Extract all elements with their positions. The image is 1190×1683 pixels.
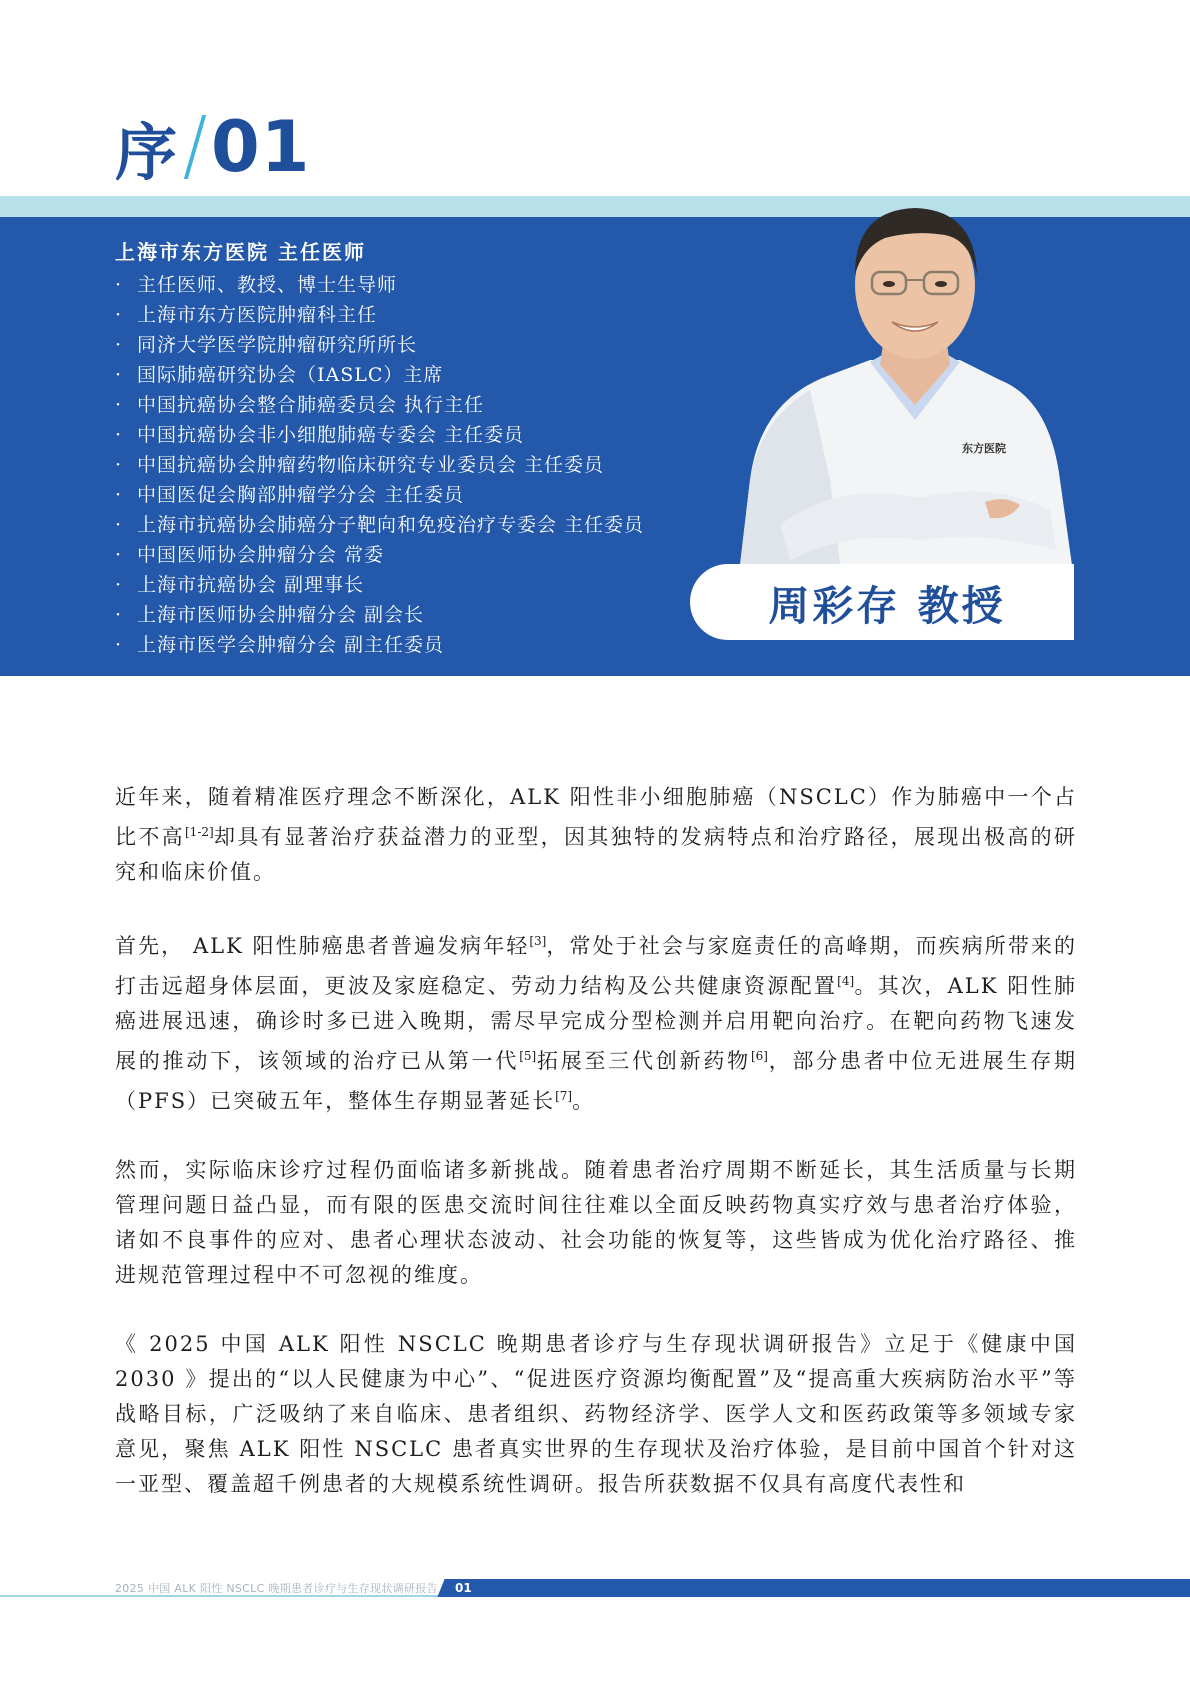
doctor-name: 周彩存 教授	[768, 581, 1006, 630]
coat-label: 东方医院	[962, 442, 1006, 455]
bullet-dot: ·	[115, 304, 123, 326]
doctor-portrait	[720, 180, 1080, 565]
paragraph-3: 然而，实际临床诊疗过程仍面临诸多新挑战。随着患者治疗周期不断延长，其生活质量与长期管理问题日益凸显，而有限的医患交流时间往往难以全面反映药物真实疗效与患者治疗体验，诸如不良事件的应对、患者心理状态波动、社会功能的恢复等，这些皆成为优化治疗路径、推进规范管理过程中不可忽视的维度。	[115, 1158, 1077, 1287]
bio-item: · 上海市抗癌协会 副理事长	[115, 570, 715, 600]
bullet-dot: ·	[115, 454, 123, 476]
bullet-dot: ·	[115, 334, 123, 356]
bio-item: · 中国抗癌协会肿瘤药物临床研究专业委员会 主任委员	[115, 450, 715, 480]
bio-item: · 中国抗癌协会非小细胞肺癌专委会 主任委员	[115, 420, 715, 450]
bio-item: · 中国医促会胸部肿瘤学分会 主任委员	[115, 480, 715, 510]
bio-item: · 上海市东方医院肿瘤科主任	[115, 300, 715, 330]
bio-item: · 国际肺癌研究协会（IASLC）主席	[115, 360, 715, 390]
bullet-dot: ·	[115, 574, 123, 596]
bullet-dot: ·	[115, 604, 123, 626]
bullet-dot: ·	[115, 424, 123, 446]
bio-list	[115, 270, 715, 660]
bio-heading: 上海市东方医院 主任医师	[115, 240, 366, 264]
doctor-name-plate	[690, 564, 1074, 640]
preface-body	[115, 780, 1077, 1536]
title-slash-divider	[184, 115, 206, 179]
bullet-dot: ·	[115, 634, 123, 656]
bullet-dot: ·	[115, 364, 123, 386]
bullet-dot: ·	[115, 514, 123, 536]
citation: [3]	[529, 934, 547, 948]
bio-item: · 上海市抗癌协会肺癌分子靶向和免疫治疗专委会 主任委员	[115, 510, 715, 540]
section-title	[115, 102, 310, 192]
citation: [1-2]	[185, 825, 214, 839]
bio-item: · 上海市医学会肿瘤分会 副主任委员	[115, 630, 715, 660]
bio-item: · 主任医师、教授、博士生导师	[115, 270, 715, 300]
bio-item: · 中国医师协会肿瘤分会 常委	[115, 540, 715, 570]
paragraph-1: 近年来，随着精准医疗理念不断深化，ALK 阳性非小细胞肺癌（NSCLC）作为肺癌中一个占比不高[1-2]却具有显著治疗获益潜力的亚型，因其独特的发病特点和治疗路径，展现出极高的研究和临床价值。	[115, 785, 1077, 884]
citation: [6]	[750, 1049, 768, 1063]
paragraph-2: 首先， ALK 阳性肺癌患者普遍发病年轻[3]，常处于社会与家庭责任的高峰期，而疾病所带来的打击远超身体层面，更波及家庭稳定、劳动力结构及公共健康资源配置[4]。其次，ALK 阳性肺癌进展迅速，确诊时多已进入晚期，需尽早完成分型检测并启用靶向治疗。在靶向药物飞速发展的推动下，该领域的治疗已从第一代[5]拓展至三代创新药物[6]，部分患者中位无进展生存期（PFS）已突破五年，整体生存期显著延长[7]。	[115, 934, 1078, 1113]
footer-bar	[448, 1579, 1190, 1597]
section-number: 01	[211, 106, 311, 188]
citation: [7]	[555, 1089, 573, 1103]
bullet-dot: ·	[115, 544, 123, 566]
citation: [4]	[837, 974, 855, 988]
bullet-dot: ·	[115, 394, 123, 416]
bio-item: · 上海市医师协会肿瘤分会 副会长	[115, 600, 715, 630]
page-number: 01	[455, 1581, 472, 1595]
doctor-bio	[115, 238, 715, 660]
bio-item: · 中国抗癌协会整合肺癌委员会 执行主任	[115, 390, 715, 420]
bullet-dot: ·	[115, 274, 123, 296]
footer-report-title: 2025 中国 ALK 阳性 NSCLC 晚期患者诊疗与生存现状调研报告	[115, 1582, 438, 1595]
paragraph-4: 《 2025 中国 ALK 阳性 NSCLC 晚期患者诊疗与生存现状调研报告》立足于《健康中国 2030 》提出的“以人民健康为中心”、“促进医疗资源均衡配置”及“提高重大疾病防治水平”等战略目标，广泛吸纳了来自临床、患者组织、药物经济学、医学人文和医药政策等多领域专家意见，聚焦 ALK 阳性 NSCLC 患者真实世界的生存现状及治疗体验，是目前中国首个针对这一亚型、覆盖超千例患者的大规模系统性调研。报告所获数据不仅具有高度代表性和	[115, 1332, 1077, 1496]
bullet-dot: ·	[115, 484, 123, 506]
bio-item: · 同济大学医学院肿瘤研究所所长	[115, 330, 715, 360]
section-title-main: 序	[115, 115, 178, 189]
citation: [5]	[519, 1049, 537, 1063]
